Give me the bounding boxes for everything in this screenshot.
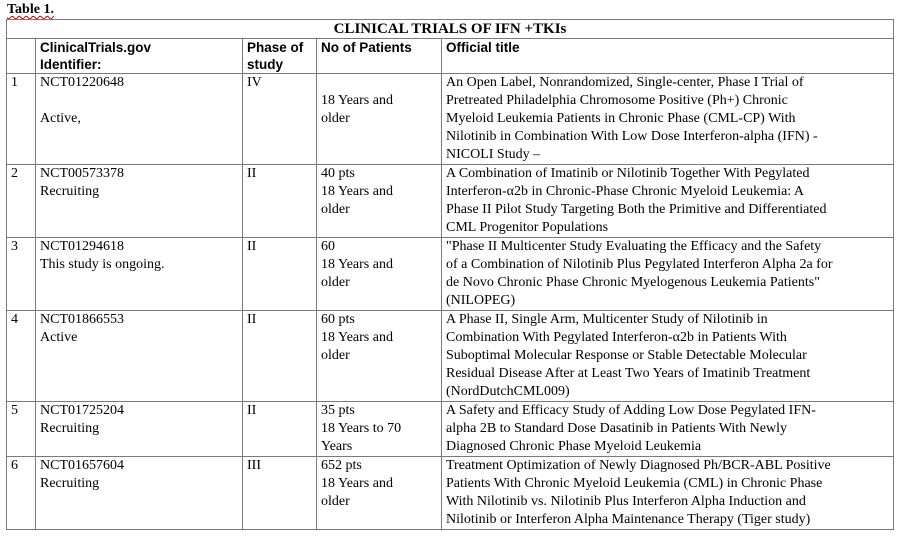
patients-count: 60 pts xyxy=(321,312,355,327)
header-phase-line2: study xyxy=(247,57,284,72)
table-row xyxy=(7,402,894,457)
row-identifier xyxy=(36,74,243,165)
trial-status: Active, xyxy=(40,111,81,126)
title-line: NICOLI Study – xyxy=(446,147,541,162)
trial-id: NCT01725204 xyxy=(40,403,124,418)
title-line: A Phase II, Single Arm, Multicenter Study of Nilotinib in xyxy=(446,312,768,327)
row-phase: II xyxy=(243,238,317,311)
row-official-title xyxy=(442,457,894,530)
row-number: 1 xyxy=(7,74,36,165)
title-line: Diagnosed Chronic Phase Myeloid Leukemia xyxy=(446,439,702,454)
patients-age-line2: older xyxy=(321,494,350,509)
title-line: of a Combination of Nilotinib Plus Pegylated Interferon Alpha 2a for xyxy=(446,257,833,272)
header-identifier-line2: Identifier: xyxy=(40,57,102,72)
row-patients xyxy=(317,74,442,165)
row-number: 3 xyxy=(7,238,36,311)
header-number xyxy=(7,39,36,74)
row-official-title xyxy=(442,74,894,165)
clinical-trials-table xyxy=(6,19,894,530)
table-caption: Table 1. xyxy=(7,2,54,17)
row-phase: II xyxy=(243,165,317,238)
patients-age-line1: 18 Years and xyxy=(321,476,393,491)
header-patients: No of Patients xyxy=(317,39,442,74)
header-official-title: Official title xyxy=(442,39,894,74)
row-patients xyxy=(317,165,442,238)
row-patients xyxy=(317,238,442,311)
title-line: de Novo Chronic Phase Chronic Myelogenous Leukemia Patients" xyxy=(446,275,820,290)
header-identifier xyxy=(36,39,243,74)
row-patients xyxy=(317,311,442,402)
trial-id: NCT01220648 xyxy=(40,75,124,90)
title-line: (NILOPEG) xyxy=(446,293,516,308)
title-line: CML Progenitor Populations xyxy=(446,220,609,235)
patients-count: 35 pts xyxy=(321,403,355,418)
patients-count: 60 xyxy=(321,239,335,254)
title-line: (NordDutchCML009) xyxy=(446,384,570,399)
table-row xyxy=(7,238,894,311)
title-line: alpha 2B to Standard Dose Dasatinib in Patients With Newly xyxy=(446,421,787,436)
table-title: CLINICAL TRIALS OF IFN +TKIs xyxy=(7,20,894,39)
title-line: A Combination of Imatinib or Nilotinib Together With Pegylated xyxy=(446,166,810,181)
row-number: 2 xyxy=(7,165,36,238)
row-number: 6 xyxy=(7,457,36,530)
row-official-title xyxy=(442,165,894,238)
trial-id: NCT01866553 xyxy=(40,312,124,327)
patients-age-line1: 18 Years and xyxy=(321,184,393,199)
header-phase-line1: Phase of xyxy=(247,40,304,55)
table-title-row xyxy=(7,20,894,39)
row-phase: III xyxy=(243,457,317,530)
patients-age-line2: older xyxy=(321,111,350,126)
row-patients xyxy=(317,457,442,530)
title-line: Interferon-α2b in Chronic-Phase Chronic Myeloid Leukemia: A xyxy=(446,184,805,199)
patients-age-line2: Years xyxy=(321,439,353,454)
patients-count: 40 pts xyxy=(321,166,355,181)
title-line: Pretreated Philadelphia Chromosome Positive (Ph+) Chronic xyxy=(446,93,788,108)
patients-count: 652 pts xyxy=(321,458,362,473)
title-line: Residual Disease After at Least Two Years of Imatinib Treatment xyxy=(446,366,811,381)
title-line: Patients With Chronic Myeloid Leukemia (CML) in Chronic Phase xyxy=(446,476,823,491)
title-line: Treatment Optimization of Newly Diagnosed Ph/BCR-ABL Positive xyxy=(446,458,831,473)
title-line: Myeloid Leukemia Patients in Chronic Phase (CML-CP) With xyxy=(446,111,796,126)
title-line: Suboptimal Molecular Response or Stable Detectable Molecular xyxy=(446,348,807,363)
title-line: With Nilotinib vs. Nilotinib Plus Interferon Alpha Induction and xyxy=(446,494,806,509)
header-phase xyxy=(243,39,317,74)
title-line: "Phase II Multicenter Study Evaluating the Efficacy and the Safety xyxy=(446,239,822,254)
row-identifier xyxy=(36,457,243,530)
header-identifier-line1: ClinicalTrials.gov xyxy=(40,40,152,55)
row-phase: II xyxy=(243,402,317,457)
table-row xyxy=(7,74,894,165)
row-official-title xyxy=(442,402,894,457)
trial-status: Recruiting xyxy=(40,421,100,436)
row-official-title xyxy=(442,238,894,311)
patients-age-line1: 18 Years and xyxy=(321,330,393,345)
title-line: Nilotinib or Interferon Alpha Maintenance Therapy (Tiger study) xyxy=(446,512,811,527)
row-patients xyxy=(317,402,442,457)
row-official-title xyxy=(442,311,894,402)
trial-id: NCT01294618 xyxy=(40,239,124,254)
row-identifier xyxy=(36,311,243,402)
row-number: 5 xyxy=(7,402,36,457)
trial-status: Recruiting xyxy=(40,184,100,199)
table-row xyxy=(7,165,894,238)
row-identifier xyxy=(36,402,243,457)
row-number: 4 xyxy=(7,311,36,402)
patients-age-line1: 18 Years and xyxy=(321,257,393,272)
title-line: Combination With Pegylated Interferon-α2b in Patients With xyxy=(446,330,787,345)
patients-age-line2: older xyxy=(321,348,350,363)
header-row xyxy=(7,39,894,74)
patients-age-line2: older xyxy=(321,275,350,290)
title-line: Phase II Pilot Study Targeting Both the Primitive and Differentiated xyxy=(446,202,827,217)
patients-age-line1: 18 Years and xyxy=(321,93,393,108)
table-row xyxy=(7,311,894,402)
trial-status: Active xyxy=(40,330,78,345)
title-line: Nilotinib in Combination With Low Dose Interferon-alpha (IFN) - xyxy=(446,129,818,144)
trial-status: This study is ongoing. xyxy=(40,257,165,272)
patients-age-line2: older xyxy=(321,202,350,217)
row-phase: II xyxy=(243,311,317,402)
trial-status: Recruiting xyxy=(40,476,100,491)
table-row xyxy=(7,457,894,530)
trial-id: NCT00573378 xyxy=(40,166,124,181)
row-identifier xyxy=(36,238,243,311)
row-identifier xyxy=(36,165,243,238)
patients-age-line1: 18 Years to 70 xyxy=(321,421,402,436)
row-phase: IV xyxy=(243,74,317,165)
title-line: A Safety and Efficacy Study of Adding Low Dose Pegylated IFN- xyxy=(446,403,816,418)
title-line: An Open Label, Nonrandomized, Single-center, Phase I Trial of xyxy=(446,75,804,90)
trial-id: NCT01657604 xyxy=(40,458,124,473)
